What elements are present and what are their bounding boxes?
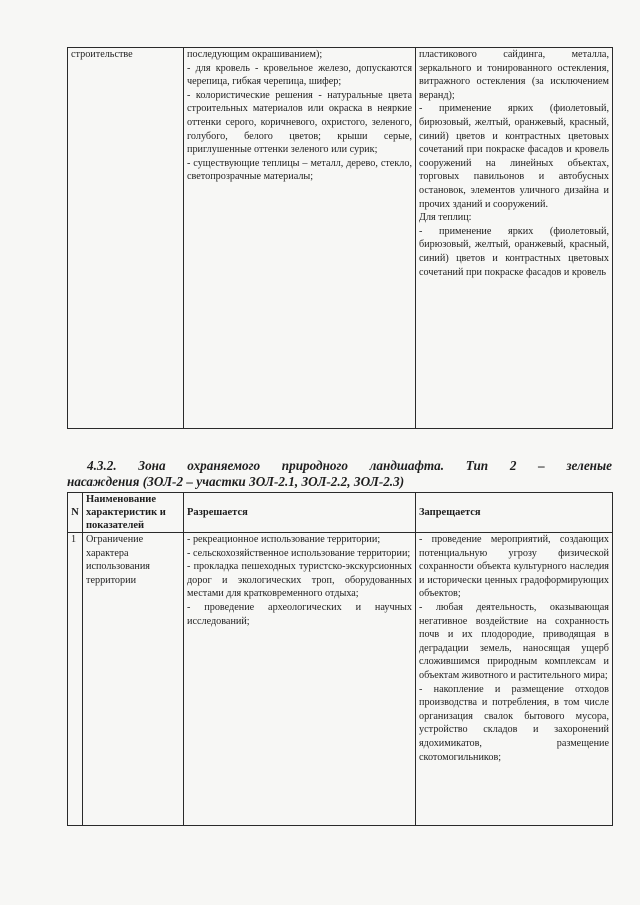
table-cell <box>416 48 613 429</box>
row-name: Ограничение характера использования территории <box>86 534 153 586</box>
zone-regulations-table <box>67 492 613 826</box>
table-cell <box>83 533 184 826</box>
cell-text: строительстве <box>71 49 133 60</box>
continued-regulations-table <box>67 47 613 429</box>
table-cell <box>68 48 184 429</box>
cell-text: пластикового сайдинга, металла, зеркального и тонированного остекления, витражного остекления (за исключением веранд); - применение ярких (фиолетовый, бирюзовый, желтый, оранжевый, красный, синий) цветов и контрастных цветовых сочетаний при покраске фасадов и кровель сооружений на линейных объектах, торговых павильонов и автобусных остановок, элементов уличного дизайна и прочих зданий и сооружений. Для теплиц: - применение ярких (фиолетовый, бирюзовый, желтый, оранжевый, красный, синий) цветов и контрастных цветовых сочетаний при покраске фасадов и кровель <box>419 49 609 278</box>
cell-text: последующим окрашиванием); - для кровель - кровельное железо, допускаются черепица, гибкая черепица, шифер; - колористические решения - натуральные цвета строительных материалов или окраска в неяркие оттенки серого, коричневого, охристого, зеленого, голубого, белого цветов; крыши серые, приглушенные оттенки зеленого или сурик; - существующие теплицы – металл, дерево, стекло, светопрозрачные материалы; <box>187 49 412 183</box>
row-forbidden: - проведение мероприятий, создающих потенциальную угрозу физической сохранности объекта культурного наследия и исторически ценных градоформирующих объектов; - любая деятельность, оказывающая негативное воздействие на сохранность почв и их плодородие, приводящая в деградации земель, наносящая ущерб сложившимся природным комплексам и объектам животного и растительного мира; - накопление и размещение отходов производства и потребления, в том числе организация свалок бытового мусора, устройство складов и захоронений ядохимикатов, размещение скотомогильников; <box>419 534 609 763</box>
header-allowed: Разрешается <box>184 493 416 533</box>
table-header-row <box>68 493 613 533</box>
table-cell <box>68 533 83 826</box>
row-number: 1 <box>71 534 77 545</box>
table-cell <box>184 48 416 429</box>
section-heading <box>67 458 612 490</box>
table-cell <box>184 533 416 826</box>
table-cell <box>416 533 613 826</box>
header-forbidden: Запрещается <box>416 493 613 533</box>
row-allowed: - рекреационное использование территории; - сельскохозяйственное использование территории; - прокладка пешеходных туристско-экскурсионных дорог и экологических троп, оборудованных местами для кратковременного отдыха; - проведение археологических и научных исследований; <box>187 534 412 627</box>
header-name: Наименование характеристик и показателей <box>83 493 184 533</box>
section-heading-line-2: насаждения (ЗОЛ-2 – участки ЗОЛ-2.1, ЗОЛ-2.2, ЗОЛ-2.3) <box>67 474 405 489</box>
header-n: N <box>68 493 83 533</box>
table-row <box>68 533 613 826</box>
section-heading-line-1: 4.3.2. Зона охраняемого природного ландшафта. Тип 2 – зеленые <box>87 458 612 473</box>
table-row <box>68 48 613 429</box>
